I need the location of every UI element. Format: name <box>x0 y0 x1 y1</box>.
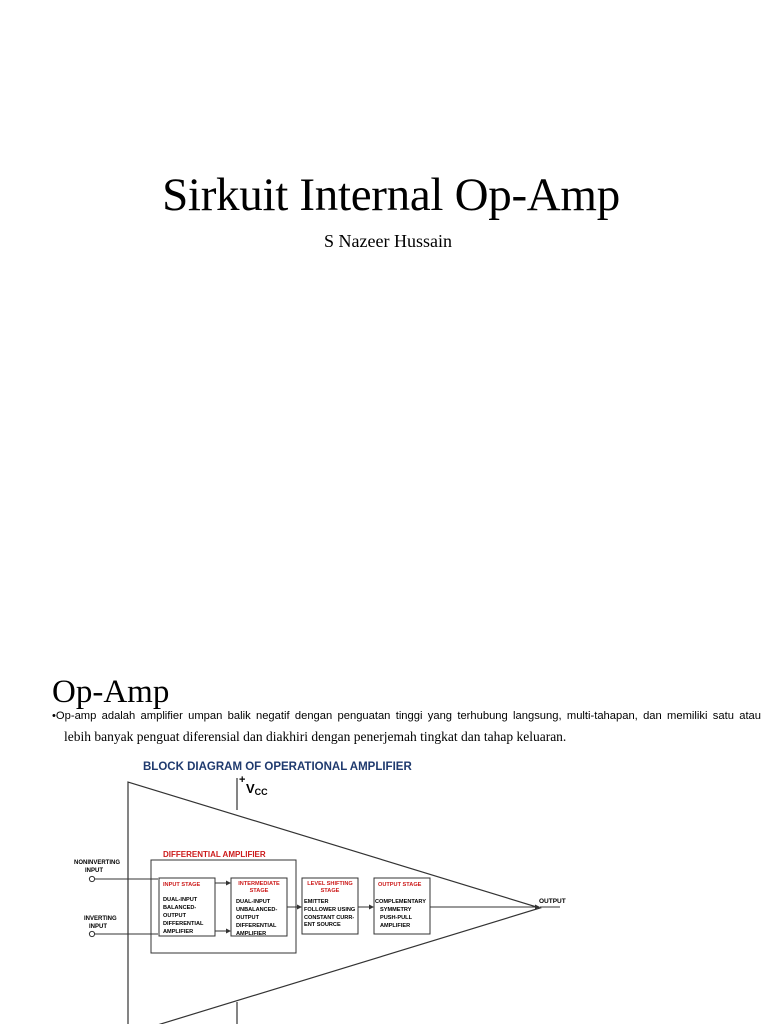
arrow-3-head <box>369 905 374 910</box>
inverting-label-1: INVERTING <box>84 916 117 922</box>
stage-intermediate-body-4: DIFFERENTIAL <box>236 923 277 929</box>
opamp-block-diagram <box>0 748 768 1024</box>
bullet-first-line: Op-amp adalah amplifier umpan balik negatif dengan penguatan tinggi yang terhubung langsung, multi-tahapan, dan memiliki satu atau <box>55 710 761 722</box>
vcc-plus: + <box>239 774 246 786</box>
noninverting-label-1: NONINVERTING <box>74 860 121 866</box>
stage-output <box>374 878 430 934</box>
stage-intermediate-body-1: DUAL-INPUT <box>236 899 271 905</box>
stage-input-body-1: DUAL-INPUT <box>163 897 198 903</box>
bullet-marker: • <box>52 710 56 722</box>
bullet-continuation: lebih banyak penguat diferensial dan diakhiri dengan penerjemah tingkat dan tahap keluaran. <box>64 729 567 744</box>
stage-intermediate-title-1: INTERMEDIATE <box>238 881 280 887</box>
stage-level-shifting-body-4: ENT SOURCE <box>304 922 341 928</box>
vcc-subscript: CC <box>254 787 268 797</box>
noninverting-terminal <box>89 876 94 881</box>
stage-input-title-1: INPUT STAGE <box>163 882 201 888</box>
stage-intermediate-body-3: OUTPUT <box>236 915 259 921</box>
stage-output-body-2: SYMMETRY <box>380 907 412 913</box>
stage-level-shifting-title-1: LEVEL SHIFTING <box>307 881 353 887</box>
arrow-1-top-head <box>226 881 231 886</box>
stage-input <box>159 878 215 936</box>
stage-intermediate-title-2: STAGE <box>249 888 269 894</box>
differential-amplifier-label: DIFFERENTIAL AMPLIFIER <box>163 850 266 859</box>
stage-level-shifting-title-2: STAGE <box>320 888 340 894</box>
stage-input-body-3: OUTPUT <box>163 913 186 919</box>
stage-level-shifting-body-3: CONSTANT CURR- <box>304 915 355 921</box>
stage-level-shifting <box>302 878 358 934</box>
stage-level-shifting-body-1: EMITTER <box>304 899 329 905</box>
output-label: OUTPUT <box>539 898 566 905</box>
inverting-label-2: INPUT <box>89 924 107 930</box>
arrow-2-head <box>297 905 302 910</box>
arrow-1-bottom-head <box>226 929 231 934</box>
vcc-v: V <box>246 781 255 796</box>
stage-intermediate-body-2: UNBALANCED- <box>236 907 278 913</box>
slide-title: Sirkuit Internal Op-Amp <box>162 169 620 221</box>
stage-input-body-4: DIFFERENTIAL <box>163 921 204 927</box>
section-heading: Op-Amp <box>52 674 170 710</box>
vcc-label <box>246 781 268 797</box>
slide-author: S Nazeer Hussain <box>324 231 452 251</box>
stage-output-title-1: OUTPUT STAGE <box>378 882 422 888</box>
triangle-outline <box>128 782 540 1024</box>
inverting-terminal <box>89 931 94 936</box>
noninverting-label-2: INPUT <box>85 868 103 874</box>
stage-output-body-1: COMPLEMENTARY <box>375 899 426 905</box>
stage-output-body-3: PUSH-PULL <box>380 915 413 921</box>
stage-level-shifting-body-2: FOLLOWER USING <box>304 907 356 913</box>
stage-input-body-5: AMPLIFIER <box>163 929 194 935</box>
stage-intermediate <box>231 878 287 937</box>
stage-output-body-4: AMPLIFIER <box>380 923 411 929</box>
stage-input-body-2: BALANCED- <box>163 905 197 911</box>
stage-intermediate-body-5: AMPLIFIER <box>236 931 267 937</box>
bullet-text-line-1 <box>52 710 761 722</box>
diagram-title: BLOCK DIAGRAM OF OPERATIONAL AMPLIFIER <box>143 761 412 773</box>
